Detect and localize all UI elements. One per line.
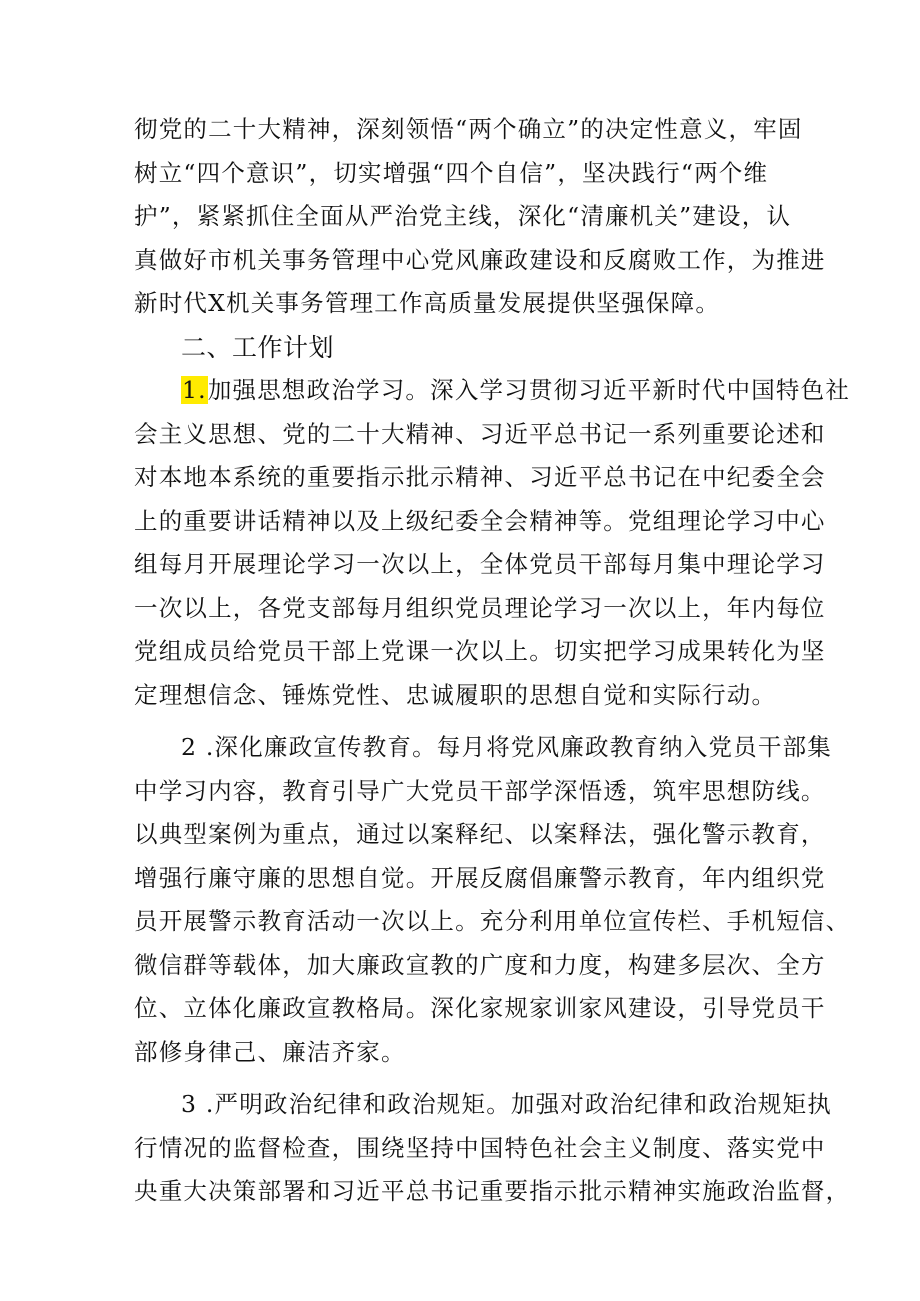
item1-line-6: 一次以上，各党支部每月组织党员理论学习一次以上，年内每位 [134,593,826,622]
item2-line-6: 微信群等载体，加大廉政宣教的广度和力度，构建多层次、全方 [134,950,826,979]
intro-line-1: 彻党的二十大精神，深刻领悟“两个确立”的决定性意义，牢固 [134,115,803,143]
item1-number-highlight: 1. [182,376,207,404]
item2-first-line: 2 .深化廉政宣传教育。每月将党风廉政教育纳入党员干部集 [181,733,832,761]
item2-line-8: 部修身律己、廉洁齐家。 [134,1037,406,1066]
item1-line-7: 党组成员给党员干部上党课一次以上。切实把学习成果转化为坚 [134,637,826,665]
intro-line-3: 护”，紧紧抓住全面从严治党主线，深化“清廉机关”建设，认 [134,202,792,230]
item2-line-4: 增强行廉守廉的思想自觉。开展反腐倡廉警示教育，年内组织党 [134,863,826,892]
paragraph-gap [134,1074,814,1083]
item1-first-text: 加强思想政治学习。深入学习贯彻习近平新时代中国特色社 [207,376,851,404]
item3-first-line: 3 .严明政治纪律和政治规矩。加强对政治纪律和政治规矩执 [181,1090,832,1118]
intro-line-2: 树立“四个意识”，切实增强“四个自信”，坚决践行“两个维 [134,158,769,187]
item1-line-2: 会主义思想、党的二十大精神、习近平总书记一系列重要论述和 [134,419,826,448]
item1-first-line [134,369,851,413]
intro-line-5: 新时代X机关事务管理工作高质量发展提供坚强保障。 [134,289,721,317]
intro-line-4: 真做好市机关事务管理中心党风廉政建设和反腐败工作，为推进 [134,245,826,274]
item2-line-5: 员开展警示教育活动一次以上。充分利用单位宣传栏、手机短信、 [134,907,851,935]
item1-line-5: 组每月开展理论学习一次以上，全体党员干部每月集中理论学习 [134,550,826,578]
item3-line-2: 行情况的监督检查，围绕坚持中国特色社会主义制度、落实党中 [134,1133,826,1162]
item3-line-3: 央重大决策部署和习近平总书记重要指示批示精神实施政治监督， [134,1177,851,1205]
item1-line-8: 定理想信念、锤炼党性、忠诚履职的思想自觉和实际行动。 [134,680,777,709]
item1-line-4: 上的重要讲话精神以及上级纪委全会精神等。党组理论学习中心 [134,506,826,535]
document-body [134,108,851,1214]
section-heading: 二、工作计划 [181,332,335,362]
item2-line-7: 位、立体化廉政宣教格局。深化家规家训家风建设，引导党员干 [134,994,826,1022]
item2-line-3: 以典型案例为重点，通过以案释纪、以案释法，强化警示教育， [134,820,826,848]
item1-line-3: 对本地本系统的重要指示批示精神、习近平总书记在中纪委全会 [134,463,826,491]
item2-line-2: 中学习内容，教育引导广大党员干部学深悟透，筑牢思想防线。 [134,776,826,805]
paragraph-gap [134,717,814,726]
